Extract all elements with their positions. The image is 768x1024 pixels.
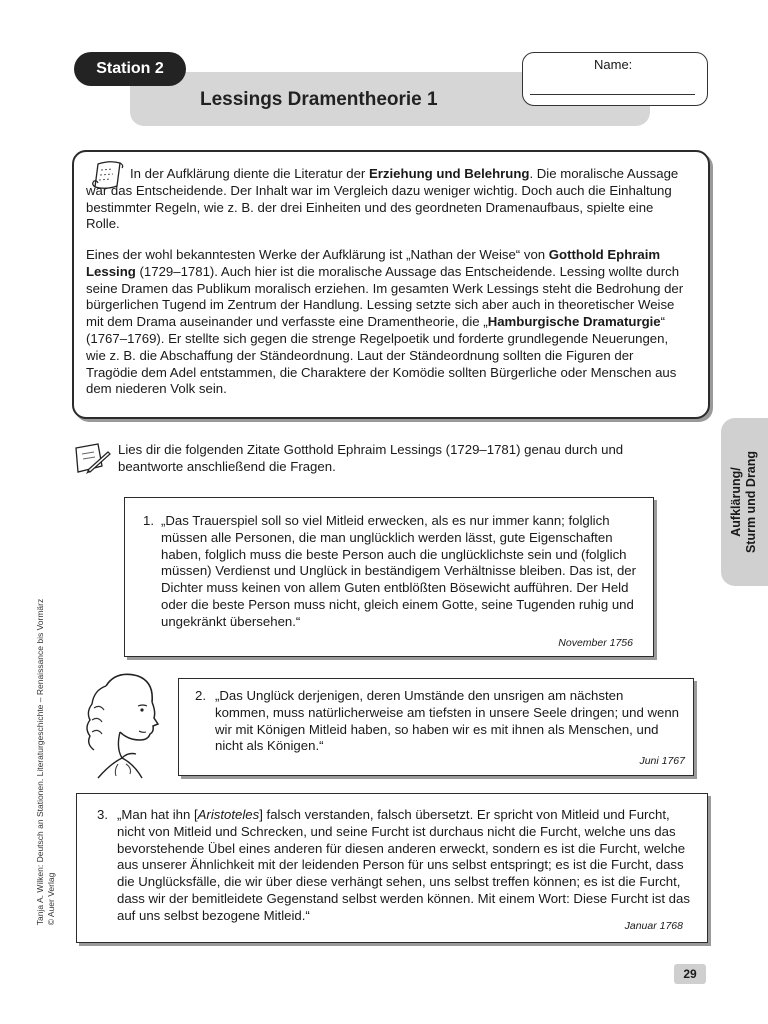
quote-3-number: 3.	[97, 807, 108, 822]
side-tab-label	[729, 451, 759, 553]
quote-2-text	[195, 688, 679, 755]
name-label: Name:	[594, 57, 633, 72]
copyright-credit	[35, 599, 57, 925]
page-title: Lessings Dramentheorie 1	[200, 89, 438, 110]
side-tab-line-2: Sturm und Drang	[744, 450, 758, 554]
quote-3-text	[97, 807, 691, 925]
instruction-text: Lies dir die folgenden Zitate Gotthold Ephraim Lessings (1729–1781) genau durch und beantworte anschließend die Fragen.	[118, 442, 624, 474]
side-tab-line-1: Aufklärung/	[729, 467, 743, 537]
quote-1-number: 1.	[143, 513, 154, 528]
lessing-portrait-icon	[76, 668, 168, 780]
name-input-line[interactable]	[530, 94, 695, 95]
quote-box-2	[178, 678, 694, 776]
station-label: Station 2	[96, 60, 164, 77]
quote-2-number: 2.	[195, 688, 206, 703]
credit-line-2: © Auer Verlag	[46, 872, 56, 926]
pen-paper-icon	[72, 440, 112, 476]
info-paragraph-2: Eines der wohl bekanntesten Werke der Aufklärung ist „Nathan der Weise“ von Gotthold Ephraim Lessing (1729–1781). Auch hier ist die moralische Aussage das Entscheidende. Lessing wollte durch seine Dramen das Publikum moralisch erziehen. Im gesamten Werk Lessings steht die Bedrohung der bürgerlichen Tugend im Zentrum der Handlung. Lessing setzte sich aber auch in theoretischer Weise mit dem Drama auseinander und verfasste eine Dramentheorie, die „Hamburgische Dramaturgie“ (1767–1769). Er stellte sich gegen die strenge Regelpoetik und forderte grundlegende Neuerungen, wie z. B. die Abschaffung der Ständeordnung. Laut der Ständeordnung sollten die Figuren der Tragödie dem Adel entstammen, die Charaktere der Komödie sollten Bürgerliche oder Menschen aus dem niederen Volk sein.	[86, 247, 684, 397]
quote-box-3	[76, 793, 708, 943]
info-paragraph-1: In der Aufklärung diente die Literatur der Erziehung und Belehrung. Die moralische Aussage war das Entscheidende. Der Inhalt war im Vergleich dazu weniger wichtig. Doch auch die Einhaltung bestimmter Regeln, wie z. B. der drei Einheiten und des geordneten Dramenaufbaus, spielte eine Rolle.	[86, 166, 679, 232]
quote-1-body: „Das Trauerspiel soll so viel Mitleid erwecken, als es nur immer kann; folglich müssen alle Personen, die man unglücklich werden lässt, gute Eigenschaften haben, folglich muss die beste Person auch die unglücklichste sein und (folglich müssen) Verdienst und Unglück in beständigem Verhältnisse bleiben. Das ist, der Dichter muss keinen von allem Guten entblößten Bösewicht aufführen. Der Held oder die beste Person muss nicht, gleich einem Gotte, seine Tugenden ruhig und ungekränkt übersehen.“	[161, 513, 637, 629]
quote-3-body: „Man hat ihn [Aristoteles] falsch verstanden, falsch übersetzt. Er spricht von Mitleid und Furcht, nicht von Mitleid und Schrecken, und seine Furcht ist durchaus nicht die Furcht, welche uns das bevorstehende Übel eines anderen für diesen anderen erweckt, sondern es ist die Furcht, welche aus unserer Ähnlichkeit mit der leidenden Person für uns selbst entspringt; es ist die Furcht, dass die Unglücksfälle, die wir über diese verhängt sehen, uns selbst treffen können; es ist die Furcht, dass wir der bemitleidete Gegenstand selbst werden können. Mit einem Wort: Diese Furcht ist das auf uns selbst bezogene Mitleid.“	[117, 807, 690, 923]
credit-line-1: Tanja A. Wilken: Deutsch an Stationen. Literaturgeschichte – Renaissance bis Vormärz	[35, 598, 45, 926]
quote-3-date: Januar 1768	[624, 920, 683, 932]
station-badge	[74, 52, 186, 86]
page-number: 29	[674, 964, 706, 984]
quote-2-date: Juni 1767	[639, 755, 685, 767]
quote-1-date: November 1756	[558, 637, 633, 649]
quote-box-1	[124, 497, 654, 657]
quote-2-body: „Das Unglück derjenigen, deren Umstände den unsrigen am nächsten kommen, muss natürlicherweise am tiefsten in unsere Seele dringen; und wenn wir mit Königen Mitleid haben, so haben wir es mit ihnen als Menschen, und nicht als Königen.“	[215, 688, 680, 754]
quote-1-text	[143, 513, 639, 631]
